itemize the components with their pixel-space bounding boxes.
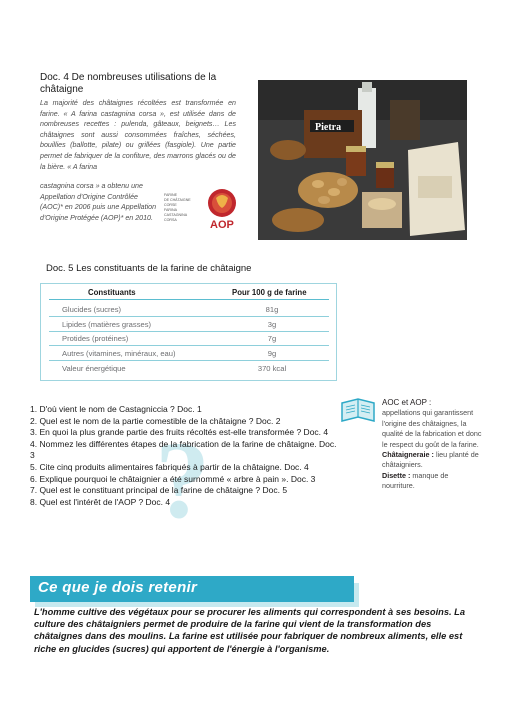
- open-book-icon: [340, 395, 376, 425]
- table-cell-name: Valeur énergétique: [62, 364, 126, 373]
- doc4-body-continued: castagnina corsa » a obtenu une Appellation d'Origine Contrôlée (AOC)* en 2006 puis une Appellation d'Origine Protégée (AOP)* en 2010.: [40, 182, 157, 222]
- table-cell-value: 3g: [267, 320, 277, 329]
- table-header-divider: [49, 299, 329, 300]
- glossary: [382, 398, 482, 492]
- glossary-term-disette: Disette :: [382, 470, 411, 480]
- table-cell-name: Autres (vitamines, minéraux, eau): [62, 349, 176, 358]
- table-cell-value: 7g: [267, 334, 277, 343]
- aop-seal-logo: [162, 186, 244, 232]
- question-item: 3. En quoi la plus grande partie des fruits récoltés est-elle transformée ? Doc. 4: [30, 427, 329, 438]
- doc5-title: Doc. 5 Les constituants de la farine de châtaigne: [46, 263, 252, 274]
- question-mark-watermark: ?: [155, 419, 210, 541]
- question-item: 5. Cite cinq produits alimentaires fabriqués à partir de la châtaigne. Doc. 4: [30, 461, 309, 472]
- table-header-constituents: Constituants: [88, 288, 136, 297]
- svg-text:CASTAGNINA: CASTAGNINA: [164, 213, 188, 217]
- svg-text:CORSA: CORSA: [164, 218, 177, 222]
- svg-text:FARINA: FARINA: [164, 208, 177, 212]
- glossary-definition-chataigneraie: lieu planté de châtaigniers.: [382, 450, 479, 470]
- table-row-divider: [49, 345, 329, 346]
- question-item: 1. D'où vient le nom de Castagniccia ? Doc. 1: [30, 404, 202, 414]
- doc4-title: Doc. 4 De nombreuses utilisations de la châtaigne: [40, 72, 217, 95]
- question-item: 4. Nommez les différentes étapes de la fabrication de la farine de châtaigne. Doc. 3: [30, 438, 337, 461]
- summary-text: L'homme cultive des végétaux pour se procurer les aliments qui correspondent à ses besoins. La culture des châtaigniers permet de produire de la farine qui vient de la transformation des châtaignes dans des moulins. La farine est utilisée pour fabriquer de nombreux aliments, elle est riche en glucides (sucres) qui apportent de l'énergie à l'organisme.: [34, 607, 466, 654]
- table-header-per-100g: Pour 100 g de farine: [232, 288, 307, 297]
- table-cell-value: 81g: [265, 305, 279, 314]
- svg-text:FARINE: FARINE: [164, 193, 177, 197]
- svg-text:CORSE: CORSE: [164, 203, 177, 207]
- svg-text:Pietra: Pietra: [315, 122, 342, 133]
- table-row-divider: [49, 331, 329, 332]
- table-cell-name: Protides (protéines): [62, 334, 129, 343]
- glossary-term-aoc: AOC et AOP :: [382, 398, 432, 407]
- table-row-divider: [49, 316, 329, 317]
- svg-text:DE CHÂTAIGNE: DE CHÂTAIGNE: [164, 198, 191, 202]
- chestnut-products-photo: [258, 80, 467, 240]
- doc4-body: La majorité des châtaignes récoltées est transformée en farine. « A farina castagnina corsa », est utilisée dans de nombreuses recettes : pulenda, gâteaux, beignets… Les châtaignes sont aussi consommées fraîches, séchées, bouillies (ballotte, pilate) ou grillées (fasgiole). Une partie permet de fabriquer de la confiture, des marrons glacés ou de la bière. « A farina: [40, 99, 236, 171]
- table-cell-value: 9g: [267, 349, 277, 358]
- glossary-definition-aoc: appellations qui garantissent l'origine des châtaignes, la qualité de la fabrication et donc le respect du goût de la farine.: [382, 408, 482, 449]
- table-cell-value: 370 kcal: [257, 364, 287, 373]
- question-list: [30, 404, 340, 508]
- question-item: 7. Quel est le constituant principal de la farine de châtaigne ? Doc. 5: [30, 485, 288, 496]
- table-row-divider: [49, 360, 329, 361]
- table-cell-name: Glucides (sucres): [62, 305, 122, 314]
- table-cell-name: Lipides (matières grasses): [62, 320, 152, 329]
- svg-text:AOP: AOP: [210, 219, 234, 231]
- glossary-definition-disette: manque de nourriture.: [382, 470, 449, 491]
- question-item: 6. Explique pourquoi le châtaignier a été surnommé « arbre à pain ». Doc. 3: [30, 473, 316, 484]
- summary-title: Ce que je dois retenir: [38, 579, 198, 596]
- question-item: 8. Quel est l'intérêt de l'AOP ? Doc. 4: [30, 496, 171, 507]
- question-item: 2. Quel est le nom de la partie comestible de la châtaigne ? Doc. 2: [30, 415, 281, 426]
- glossary-term-chataigneraie: Châtaigneraie :: [382, 450, 434, 460]
